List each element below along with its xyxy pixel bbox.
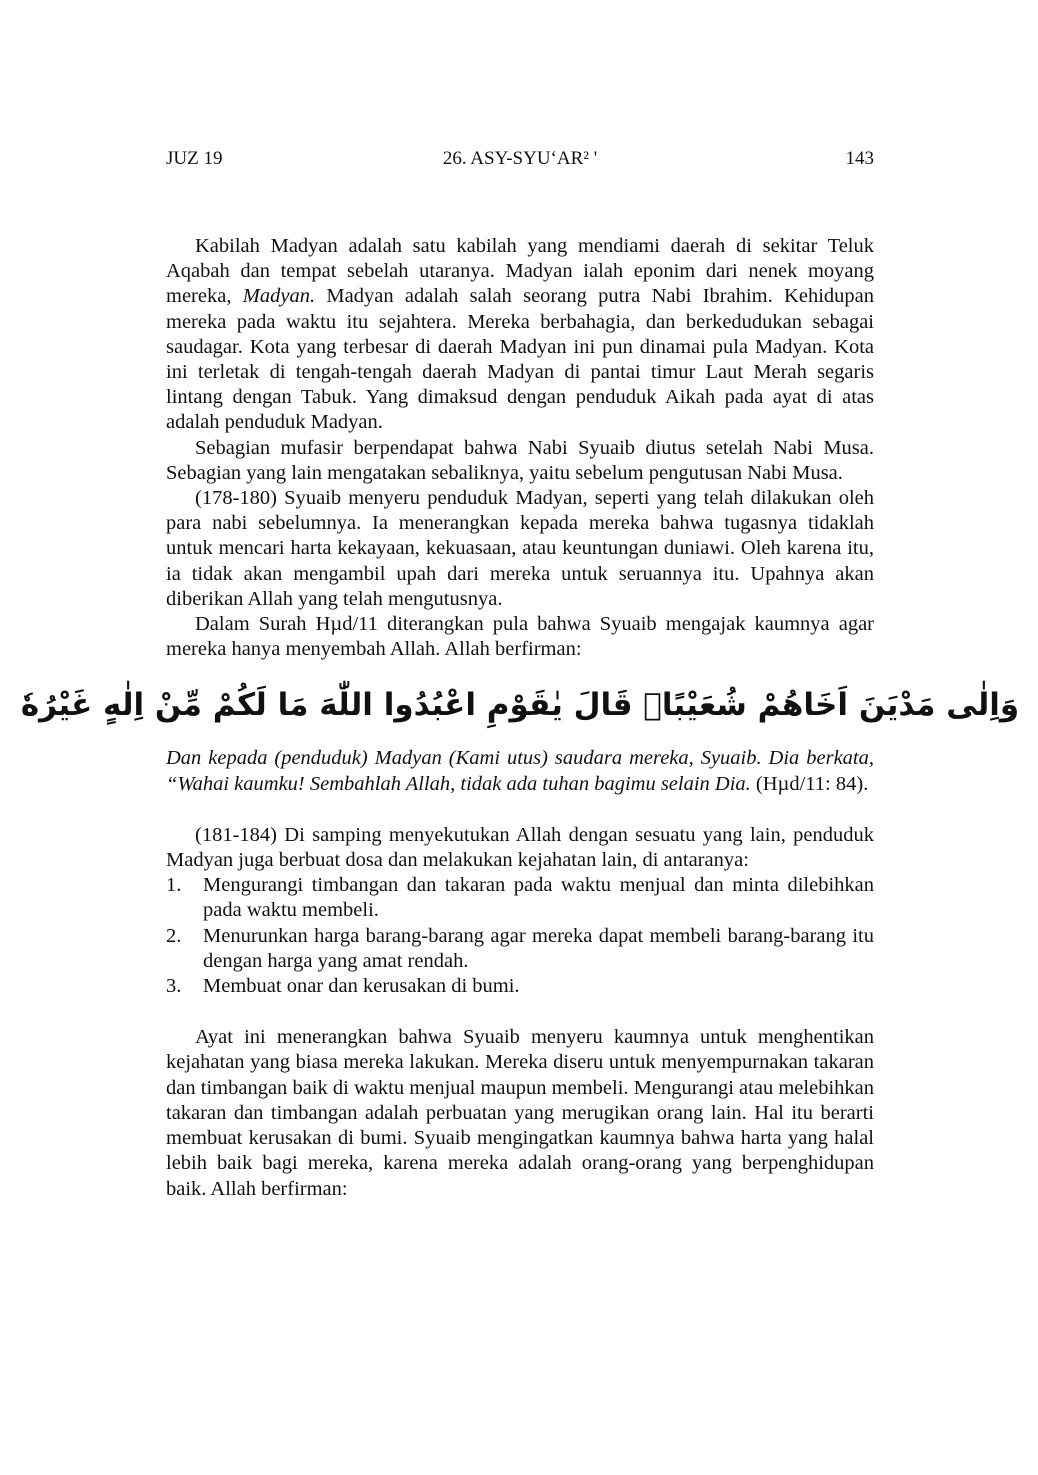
paragraph-text: Madyan adalah salah seorang putra Nabi Ibrahim. Kehidupan mereka pada waktu itu sejahtera. Mereka berbahagia, dan berkedudukan sebagai saudagar. Kota yang terbesar di daerah Madyan ini pun dinamai pula Madyan. Kota ini terletak di tengah-tengah daerah Madyan di pantai timur Laut Merah segaris lintang dengan Tabuk. Yang dimaksud dengan penduduk Aikah pada ayat di atas adalah penduduk Madyan. xyxy=(166,285,875,434)
paragraph-text: Kabilah Madyan adalah satu kabilah yang mendiami daerah di sekitar Teluk Aqabah dan tempat sebelah utaranya. Madyan ialah eponim dari nenek moyang mereka, xyxy=(166,235,874,308)
page-body xyxy=(20,234,1020,1202)
list-number: 3. xyxy=(166,975,182,998)
verse-reference: (Hµd/11: 84). xyxy=(755,772,869,795)
page-number: 143 xyxy=(845,148,874,169)
list-text: Menurunkan harga barang-barang agar mereka dapat membeli barang-barang itu dengan harga yang amat rendah. xyxy=(203,924,874,972)
list-text: Membuat onar dan kerusakan di bumi. xyxy=(203,975,520,998)
paragraph-hud: Dalam Surah Hµd/11 diterangkan pula bahwa Syuaib mengajak kaumnya agar mereka hanya menyembah Allah. Allah berfirman: xyxy=(166,613,874,661)
paragraph-178-180: (178-180) Syuaib menyeru penduduk Madyan, seperti yang telah dilakukan oleh para nabi sebelumnya. Ia menerangkan kepada mereka bahwa tugasnya tidaklah untuk mencari harta kekayaan, kekuasaan, atau keuntungan duniawi. Oleh karena itu, ia tidak akan mengambil upah dari mereka untuk seruannya itu. Upahnya akan diberikan Allah yang telah mengutusnya. xyxy=(166,487,874,610)
arabic-verse: وَاِلٰى مَدْيَنَ اَخَاهُمْ شُعَيْبًاۗ قَالَ يٰقَوْمِ اعْبُدُوا اللّٰهَ مَا لَكُمْ مِّنْ اِلٰهٍ غَيْرُهٗ xyxy=(20,687,1020,724)
list-item xyxy=(166,974,874,999)
list-item xyxy=(166,924,874,974)
list-item xyxy=(166,873,874,923)
list-text: Mengurangi timbangan dan takaran pada waktu menjual dan minta dilebihkan pada waktu membeli. xyxy=(203,874,874,922)
page-header xyxy=(166,146,874,174)
spacer xyxy=(166,797,874,823)
paragraph-mufasir: Sebagian mufasir berpendapat bahwa Nabi Syuaib diutus setelah Nabi Musa. Sebagian yang lain mengatakan sebaliknya, yaitu sebelum pengutusan Nabi Musa. xyxy=(166,436,874,484)
paragraph-ayat: Ayat ini menerangkan bahwa Syuaib menyeru kaumnya untuk menghentikan kejahatan yang biasa mereka lakukan. Mereka diseru untuk menyempurnakan takaran dan timbangan baik di waktu menjual maupun membeli. Mengurangi atau melebihkan takaran dan timbangan adalah perbuatan yang merugikan orang lain. Hal itu berarti membuat kerusakan di bumi. Syuaib mengingatkan kaumnya bahwa harta yang halal lebih baik bagi mereka, karena mereka adalah orang-orang yang berpenghidupan baik. Allah berfirman: xyxy=(166,1026,874,1200)
paragraph-181-184: (181-184) Di samping menyekutukan Allah dengan sesuatu yang lain, penduduk Madyan juga berbuat dosa dan melakukan kejahatan lain, di antaranya: xyxy=(166,823,874,872)
juz-label: JUZ 19 xyxy=(166,148,223,169)
list-number: 1. xyxy=(166,874,182,897)
verse-translation xyxy=(166,746,874,796)
list-number: 2. xyxy=(166,924,182,947)
translation-text: Dan kepada (penduduk) Madyan (Kami utus) saudara mereka, Syuaib. Dia berkata, “Wahai kaumku! Sembahlah Allah, tidak ada tuhan bagimu selain Dia. xyxy=(166,747,874,795)
sin-list xyxy=(166,873,874,999)
spacer xyxy=(166,999,874,1025)
italic-term: Madyan. xyxy=(242,285,316,308)
surah-title: 26. ASY-SYU‘AR² ' xyxy=(442,148,598,169)
paragraph-madyan xyxy=(166,234,874,436)
